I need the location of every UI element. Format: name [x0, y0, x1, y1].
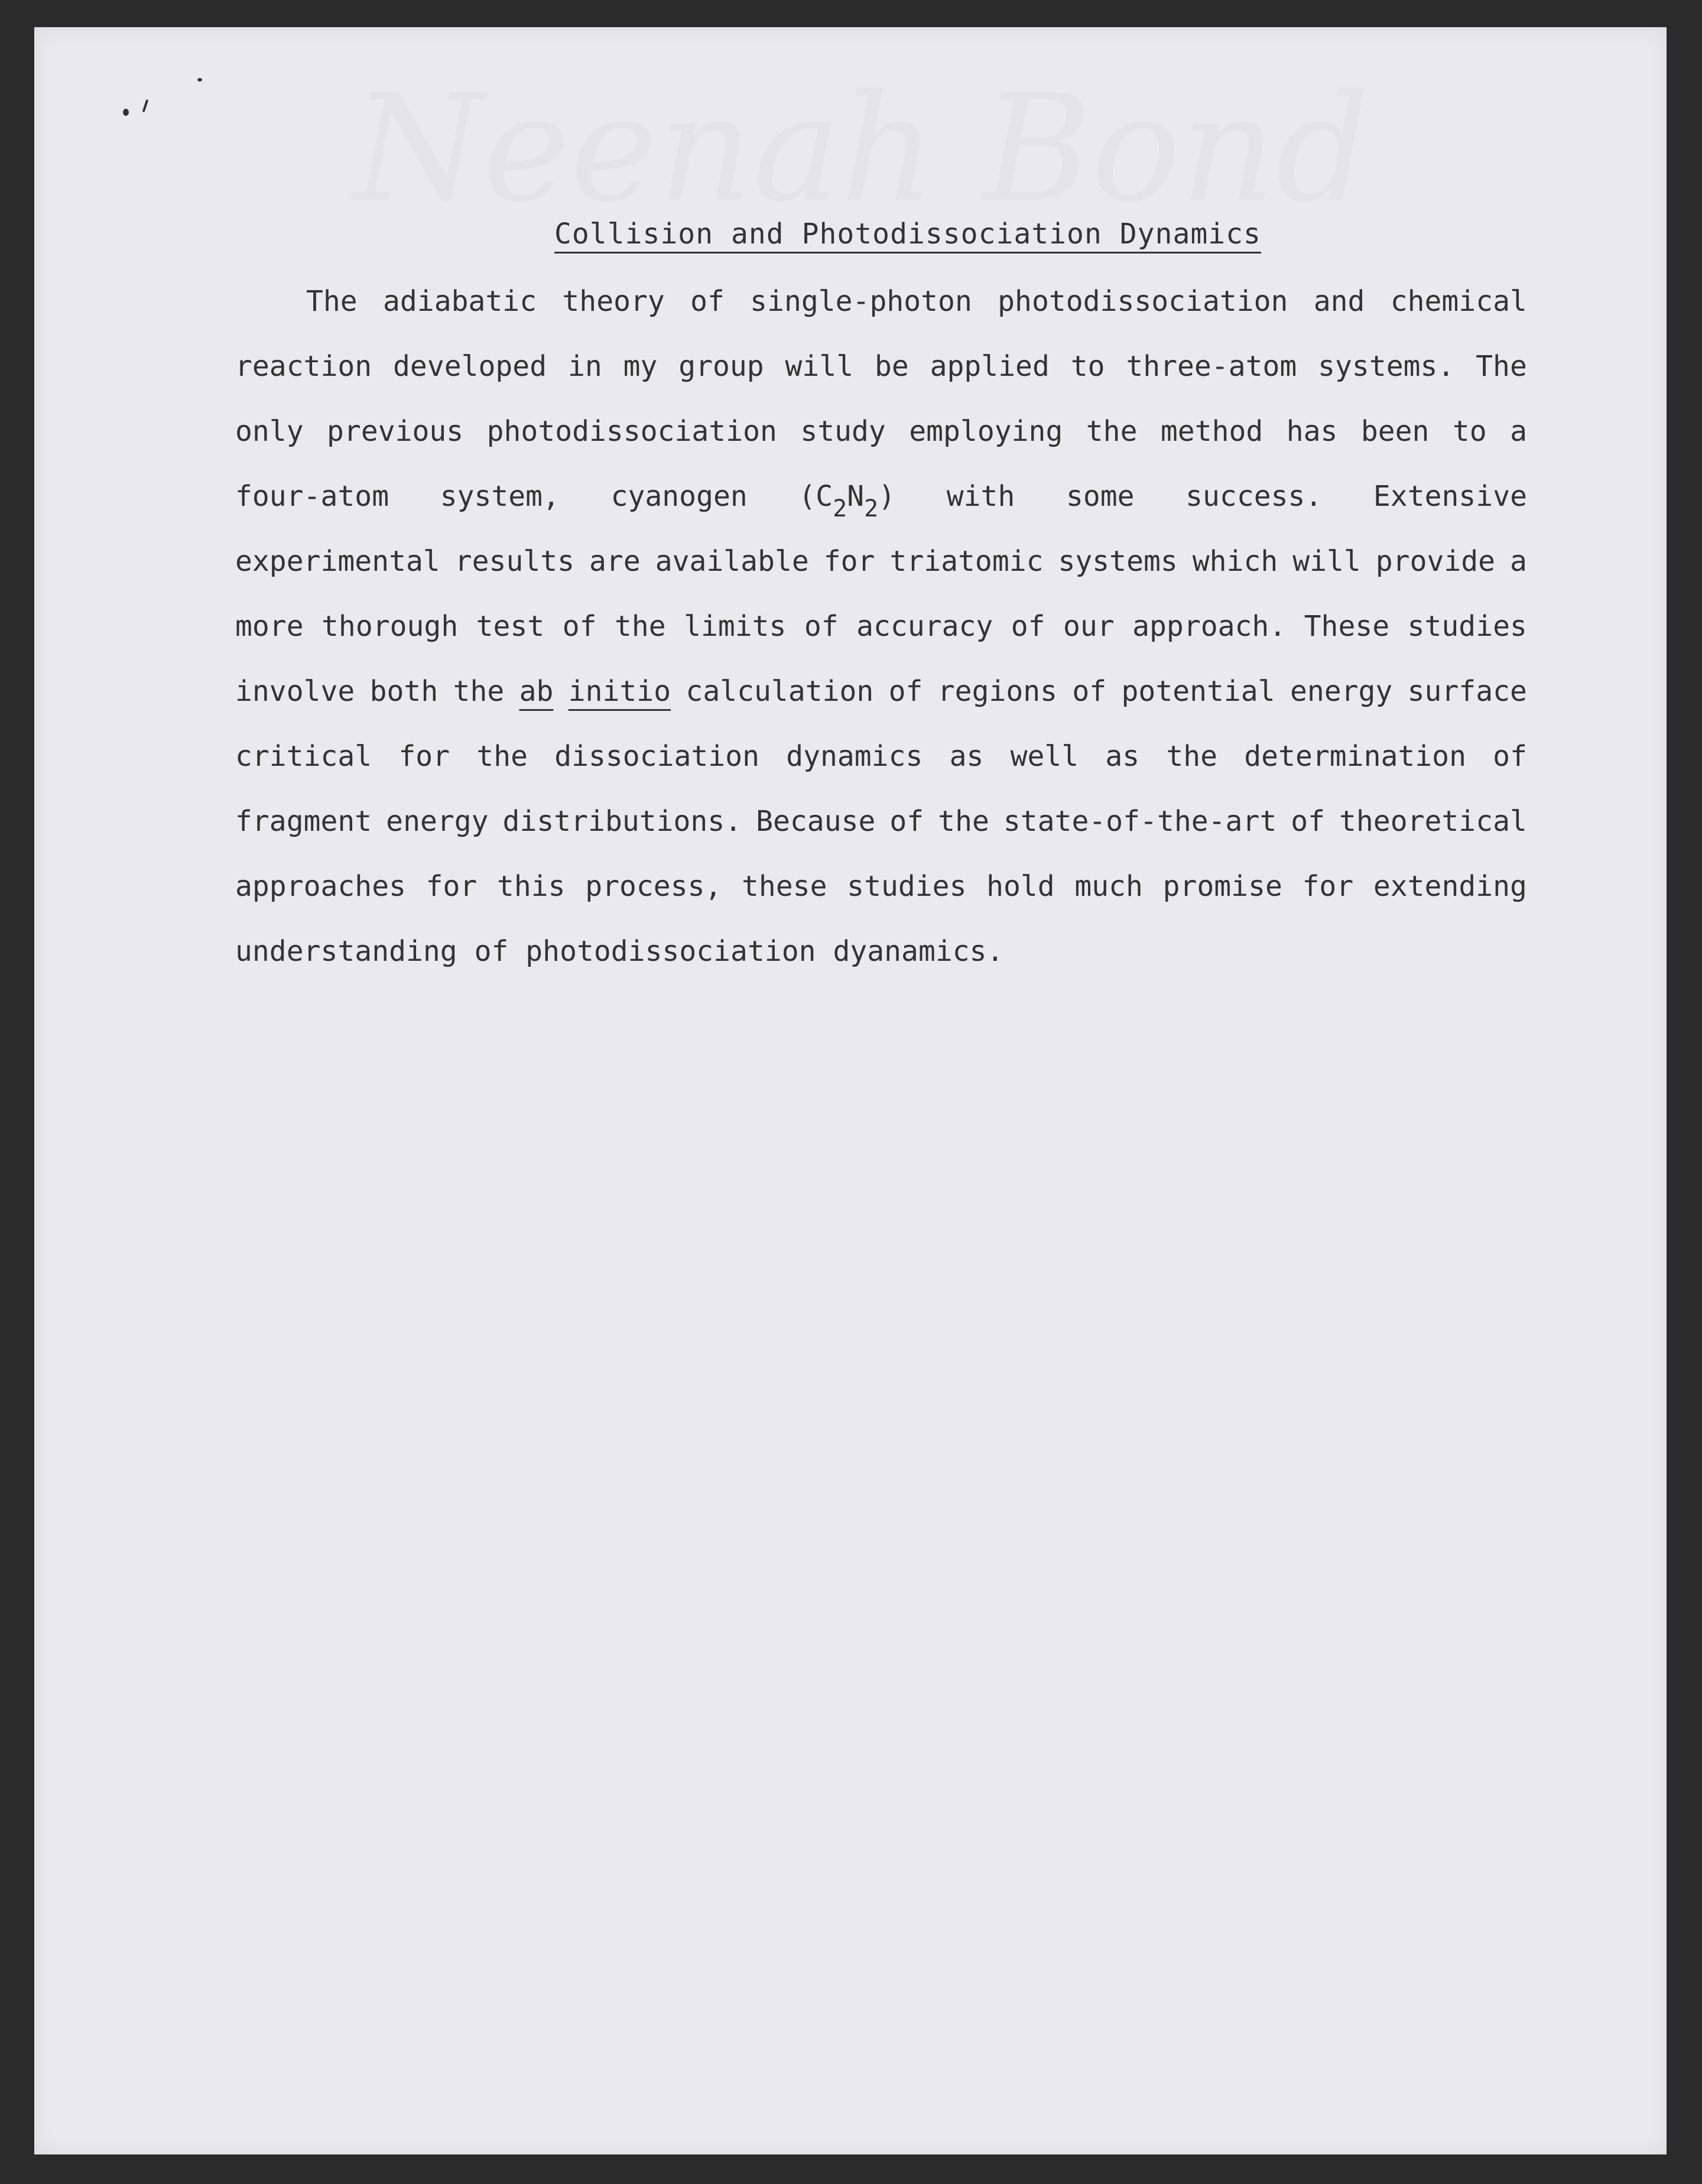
text-line-9	[235, 805, 1527, 838]
word: regions	[937, 675, 1058, 708]
word: limits	[684, 610, 787, 643]
paper-sheet	[34, 27, 1667, 2154]
word: both	[369, 675, 439, 708]
word: distributions.	[502, 805, 742, 838]
word: in	[567, 350, 602, 383]
word: cyanogen	[610, 480, 748, 513]
word: results	[454, 545, 575, 578]
word: a	[1510, 545, 1527, 578]
text-line-6	[235, 610, 1527, 643]
word: employing	[909, 415, 1063, 448]
word: thorough	[321, 610, 459, 643]
word: determination	[1244, 740, 1466, 773]
word: theory	[562, 285, 665, 318]
word: single-photon	[750, 285, 972, 318]
word: developed	[393, 350, 547, 383]
word: The	[1476, 350, 1527, 383]
word: well	[1010, 740, 1079, 773]
watermark	[353, 63, 1370, 235]
word: study	[800, 415, 886, 448]
word: this	[496, 870, 566, 903]
word: process,	[585, 870, 722, 903]
text-line-3	[235, 415, 1527, 448]
word: of	[889, 805, 924, 838]
word: extending	[1373, 870, 1527, 903]
word: of	[888, 675, 923, 708]
underlined-term: initio	[568, 675, 671, 708]
word: and	[1313, 285, 1365, 318]
word: of	[562, 610, 597, 643]
word: has	[1286, 415, 1338, 448]
word: as	[1105, 740, 1140, 773]
word: critical	[235, 740, 372, 773]
word: a	[1510, 415, 1527, 448]
word: Because	[756, 805, 876, 838]
ink-speck	[197, 78, 202, 82]
word: will	[1292, 545, 1361, 578]
word: our	[1063, 610, 1115, 643]
word: of	[1011, 610, 1045, 643]
word: for	[823, 545, 875, 578]
word: which	[1192, 545, 1278, 578]
ink-speck	[123, 109, 129, 116]
word: photodissociation	[486, 415, 777, 448]
word: success.	[1185, 480, 1323, 513]
word: the	[476, 740, 528, 773]
word: group	[678, 350, 764, 383]
word: for	[1302, 870, 1354, 903]
word: fragment	[235, 805, 372, 838]
word: available	[655, 545, 809, 578]
word: test	[476, 610, 545, 643]
word: of	[1072, 675, 1107, 708]
word: The	[306, 285, 358, 318]
word: approach.	[1132, 610, 1287, 643]
text-line-10	[235, 870, 1527, 903]
word: with	[946, 480, 1015, 513]
word: more	[235, 610, 304, 643]
word: dissociation	[554, 740, 759, 773]
word: studies	[847, 870, 967, 903]
word: applied	[930, 350, 1050, 383]
word: these	[742, 870, 827, 903]
word: to	[1070, 350, 1105, 383]
word: are	[589, 545, 641, 578]
word: provide	[1375, 545, 1496, 578]
word: the	[453, 675, 505, 708]
word: surface	[1407, 675, 1527, 708]
word: triatomic	[889, 545, 1044, 578]
word: for	[398, 740, 450, 773]
text-line-7	[235, 675, 1527, 708]
word: be	[874, 350, 909, 383]
word: understanding of photodissociation dyanamics.	[235, 935, 1004, 968]
text-line-11	[235, 935, 1527, 968]
word: theoretical	[1339, 805, 1527, 838]
word: energy	[386, 805, 489, 838]
word: the	[938, 805, 989, 838]
word: dynamics	[786, 740, 923, 773]
word: accuracy	[856, 610, 993, 643]
word: state-of-the-art	[1003, 805, 1277, 838]
word: of	[1291, 805, 1326, 838]
word: systems.	[1318, 350, 1455, 383]
word: photodissociation	[998, 285, 1288, 318]
word: involve	[235, 675, 355, 708]
word: three-atom	[1126, 350, 1297, 383]
text-line-5	[235, 545, 1527, 578]
word: the	[614, 610, 666, 643]
word: potential	[1121, 675, 1275, 708]
word: the	[1086, 415, 1138, 448]
word: only	[235, 415, 304, 448]
document-heading: Collision and Photodissociation Dynamics	[554, 217, 1261, 251]
subscript: 2	[864, 495, 879, 522]
word: approaches	[235, 870, 406, 903]
word: Extensive	[1373, 480, 1527, 513]
word: four-atom	[235, 480, 389, 513]
word: of	[804, 610, 839, 643]
text-line-8	[235, 740, 1527, 773]
word: as	[949, 740, 984, 773]
word: much	[1074, 870, 1143, 903]
text-line-1	[306, 285, 1527, 318]
word: of	[690, 285, 725, 318]
word: studies	[1407, 610, 1527, 643]
word: my	[623, 350, 658, 383]
word: the	[1166, 740, 1218, 773]
text-line-2	[235, 350, 1527, 383]
word: calculation	[686, 675, 874, 708]
chemical-formula: $(C_2N_2)$	[798, 480, 896, 522]
word: to	[1452, 415, 1487, 448]
word: for	[426, 870, 478, 903]
word: system,	[440, 480, 560, 513]
word: adiabatic	[383, 285, 537, 318]
word: energy	[1290, 675, 1393, 708]
word: method	[1160, 415, 1263, 448]
word: will	[785, 350, 854, 383]
word: experimental	[235, 545, 440, 578]
ink-speck	[142, 99, 149, 112]
underlined-term: ab	[519, 675, 554, 708]
word: These	[1304, 610, 1390, 643]
word: hold	[986, 870, 1055, 903]
word: of	[1493, 740, 1527, 773]
word: systems	[1058, 545, 1178, 578]
word: some	[1066, 480, 1135, 513]
word: promise	[1162, 870, 1282, 903]
word: chemical	[1390, 285, 1527, 318]
word: previous	[327, 415, 464, 448]
subscript: 2	[833, 495, 847, 522]
word: been	[1360, 415, 1430, 448]
text-line-4	[235, 480, 1527, 522]
word: reaction	[235, 350, 372, 383]
